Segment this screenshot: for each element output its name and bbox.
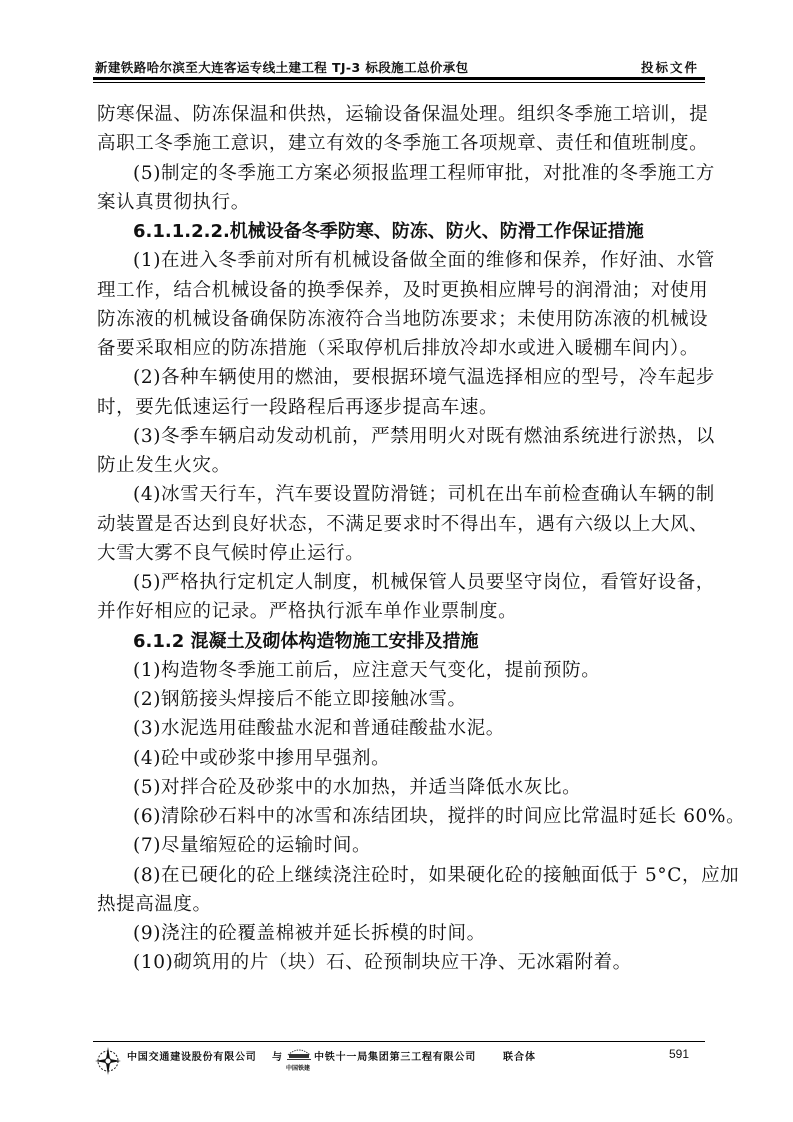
body-line: (7)尽量缩短砼的运输时间。 xyxy=(133,835,372,857)
page-header xyxy=(93,56,705,76)
body-line: 防止发生火灾。 xyxy=(97,455,231,476)
railway-logo-caption: 中国铁建 xyxy=(286,1065,311,1072)
body-line: 高职工冬季施工意识，建立有效的冬季施工各项规章、责任和值班制度。 xyxy=(97,133,709,155)
body-line: 时，要先低速运行一段路程后再逐步提高车速。 xyxy=(97,396,499,418)
body-line: (3)水泥选用硅酸盐水泥和普通硅酸盐水泥。 xyxy=(133,718,505,740)
footer-joint-venture: 联合体 xyxy=(503,1052,536,1063)
body-line: 动装置是否达到良好状态，不满足要求时不得出车，遇有六级以上大风、 xyxy=(97,513,709,535)
section-heading: 6.1.2 混凝土及砌体构造物施工安排及措施 xyxy=(133,630,479,652)
header-rule-thin xyxy=(93,82,705,83)
page-footer xyxy=(93,1044,705,1080)
footer-company-1: 中国交通建设股份有限公司 xyxy=(127,1052,257,1063)
body-line: (5)对拌合砼及砂浆中的水加热，并适当降低水灰比。 xyxy=(133,776,582,798)
body-line: (1)构造物冬季施工前后，应注意天气变化，提前预防。 xyxy=(133,659,601,681)
body-line: 理工作，结合机械设备的换季保养，及时更换相应牌号的润滑油；对使用 xyxy=(97,279,709,301)
body-line: (5)制定的冬季施工方案必须报监理工程师审批，对批准的冬季施工方 xyxy=(133,162,715,184)
body-line: (6)清除砂石料中的冰雪和冻结团块，搅拌的时间应比常温时延长 60%。 xyxy=(133,806,746,827)
body-line: (8)在已硬化的砼上继续浇注砼时，如果硬化砼的接触面低于 5°C，应加 xyxy=(133,864,740,886)
body-line: 大雪大雾不良气候时停止运行。 xyxy=(97,542,365,564)
section-heading: 6.1.1.2.2.机械设备冬季防寒、防冻、防火、防滑工作保证措施 xyxy=(133,221,644,242)
body-line: (2)钢筋接头焊接后不能立即接触冰雪。 xyxy=(133,689,467,710)
body-line: 备要采取相应的防冻措施（采取停机后排放冷却水或进入暖棚车间内）。 xyxy=(97,338,699,359)
railway-bureau-logo-icon xyxy=(286,1045,312,1061)
body-line: 案认真贯彻执行。 xyxy=(97,191,250,213)
body-line: (3)冬季车辆启动发动机前，严禁用明火对既有燃油系统进行淤热，以 xyxy=(133,425,715,447)
body-line: (4)砼中或砂浆中掺用早强剂。 xyxy=(133,747,391,769)
body-line: (2)各种车辆使用的燃油，要根据环境气温选择相应的型号，冷车起步 xyxy=(133,367,715,389)
body-line: 防寒保温、防冻保温和供热，运输设备保温处理。组织冬季施工培训，提 xyxy=(97,104,709,125)
body-line: (5)严格执行定机定人制度，机械保管人员要坚守岗位，看管好设备， xyxy=(133,572,715,593)
body-line: (9)浇注的砼覆盖棉被并延长拆模的时间。 xyxy=(133,923,486,944)
body-line: (10)砌筑用的片（块）石、砼预制块应干净、无冰霜附着。 xyxy=(133,952,632,974)
footer-conjunction: 与 xyxy=(272,1052,282,1063)
body-line: 防冻液的机械设备确保防冻液符合当地防冻要求；未使用防冻液的机械设 xyxy=(97,308,709,330)
header-doc-type: 投标文件 xyxy=(640,60,699,75)
body-line: (1)在进入冬季前对所有机械设备做全面的维修和保养，作好油、水管 xyxy=(133,250,715,272)
body-line: 并作好相应的记录。严格执行派车单作业票制度。 xyxy=(97,601,518,623)
document-body xyxy=(97,100,746,978)
cccc-compass-logo-icon xyxy=(95,1046,121,1076)
page-number: 591 xyxy=(668,1047,689,1061)
header-rule-thick xyxy=(93,77,705,80)
body-line: 热提高温度。 xyxy=(97,893,212,915)
body-line: (4)冰雪天行车，汽车要设置防滑链；司机在出车前检查确认车辆的制 xyxy=(133,484,715,506)
footer-company-2: 中铁十一局集团第三工程有限公司 xyxy=(314,1052,476,1063)
header-project-title: 新建铁路哈尔滨至大连客运专线土建工程 TJ-3 标段施工总价承包 xyxy=(95,60,469,75)
footer-rule xyxy=(93,1041,705,1042)
